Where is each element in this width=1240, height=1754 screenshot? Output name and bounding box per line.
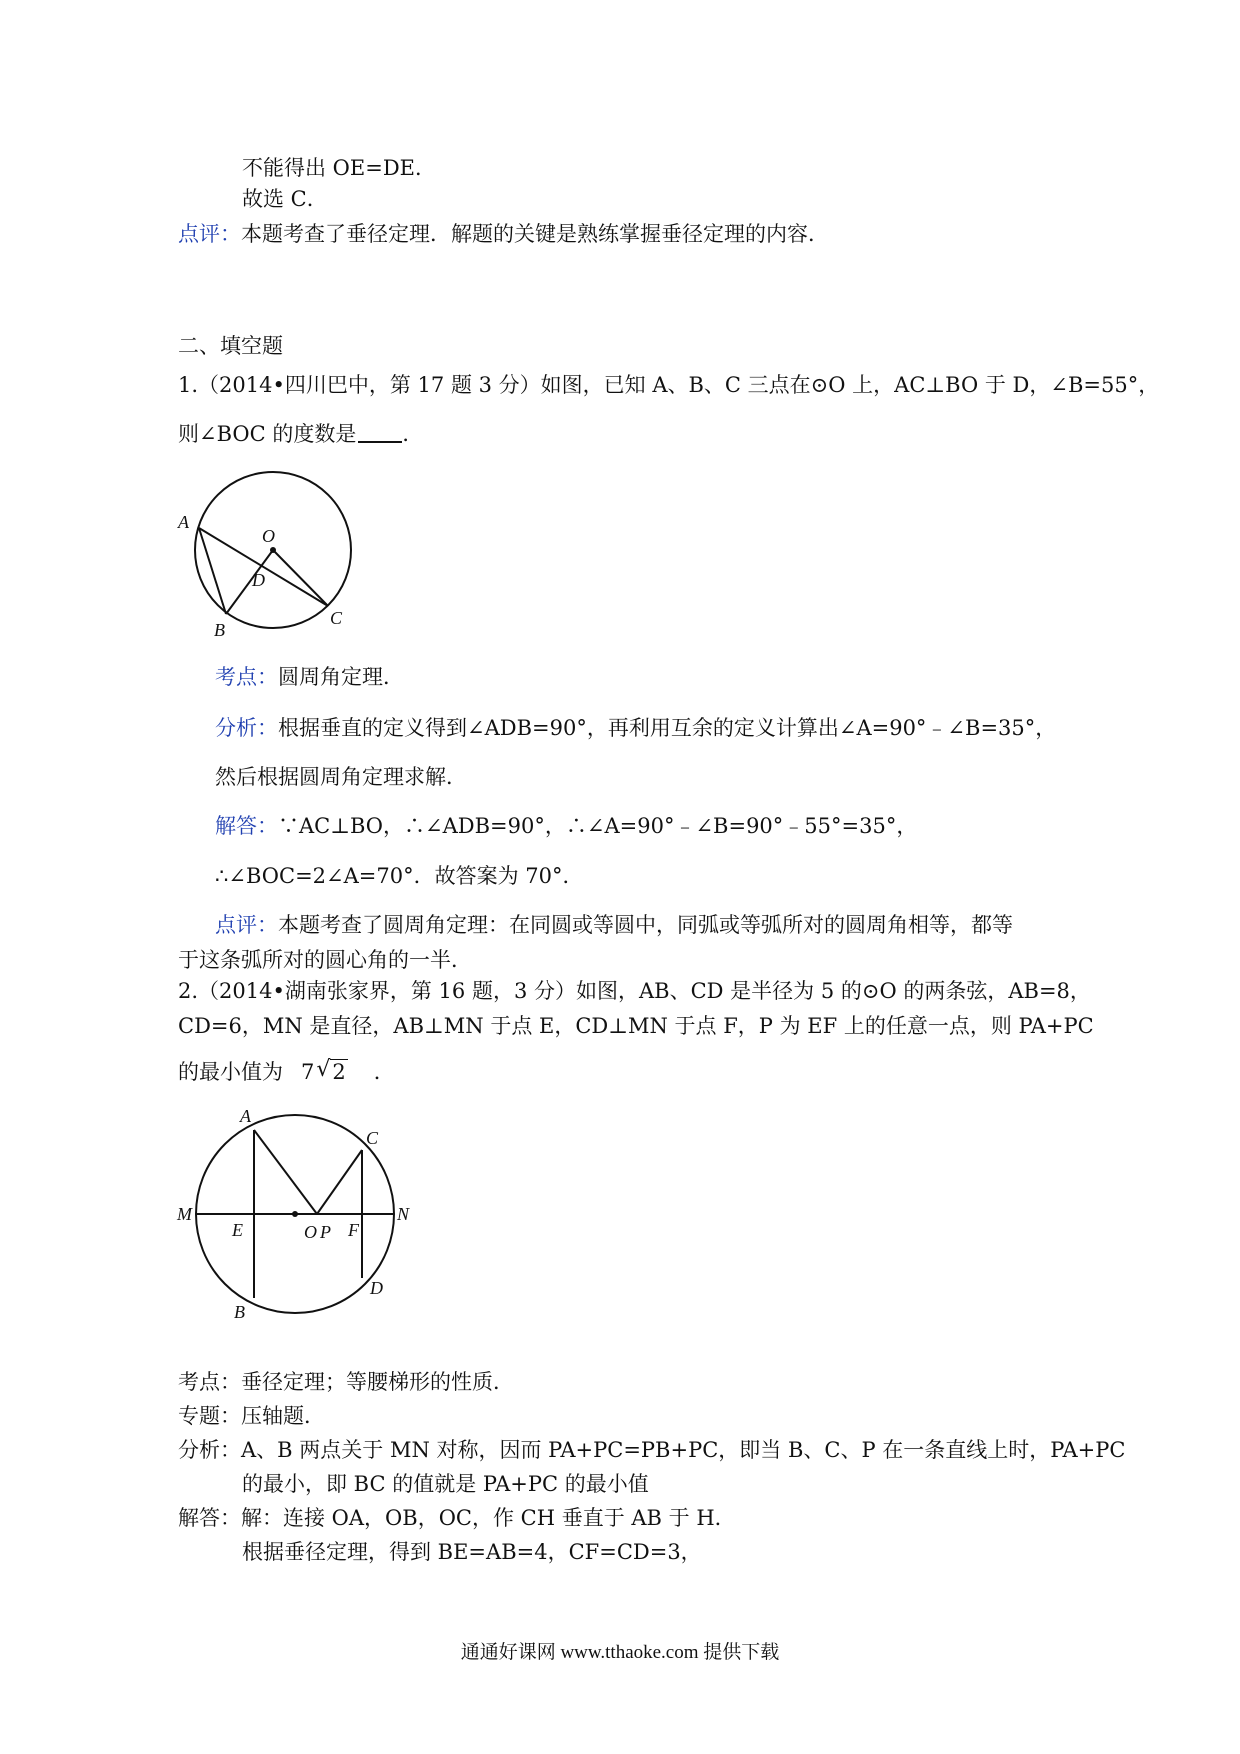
- q1-dianping-text-1: 本题考查了圆周角定理：在同圆或等圆中，同弧或等弧所对的圆周角相等，都等: [278, 913, 1013, 937]
- q1-jieda-text-1: ∵AC⊥BO，∴∠ADB=90°，∴∠A=90°﹣∠B=90°﹣55°=35°，: [278, 814, 918, 838]
- q1-fenxi-text-1: 根据垂直的定义得到∠ADB=90°，再利用互余的定义计算出∠A=90°﹣∠B=35°，: [278, 716, 1057, 740]
- q2-label-c: C: [366, 1128, 379, 1148]
- q2-label-d: D: [370, 1278, 383, 1298]
- comment-text: 本题考查了垂径定理．解题的关键是熟练掌握垂径定理的内容．: [241, 222, 829, 246]
- q1-dianping-label: 点评：: [215, 913, 278, 937]
- q1-center-dot: [270, 547, 276, 553]
- q2-answer: [301, 1058, 348, 1086]
- q2-answer-radicand: 2: [332, 1060, 346, 1084]
- page-footer: 通通好课网 www.tthaoke.com 提供下载: [460, 1642, 780, 1663]
- q1-kaodian-text: 圆周角定理．: [278, 665, 404, 689]
- q2-segment-ap: [254, 1130, 317, 1214]
- q2-jieda-line-1: 解答：解：连接 OA，OB，OC，作 CH 垂直于 AB 于 H．: [178, 1506, 736, 1530]
- top-comment: [178, 220, 829, 248]
- q1-stem-line-2: [178, 420, 423, 448]
- q1-stem-line-1: 1.（2014•四川巴中，第 17 题 3 分）如图，已知 A、B、C 三点在⊙O 上，AC⊥BO 于 D，∠B=55°，: [178, 373, 1160, 397]
- q2-label-o: O: [304, 1222, 317, 1242]
- q2-stem-line-3: [178, 1058, 395, 1086]
- q1-fenxi-line-1: [215, 714, 1056, 742]
- q1-kaodian: [215, 663, 404, 691]
- q2-fenxi-line-2: 的最小，即 BC 的值就是 PA+PC 的最小值: [242, 1472, 649, 1496]
- q2-label-n: N: [397, 1204, 410, 1224]
- q1-jieda-line-2: ∴∠BOC=2∠A=70°．故答案为 70°．: [215, 864, 584, 888]
- q1-label-a: A: [178, 512, 189, 532]
- q2-stem-line-2: CD=6，MN 是直径，AB⊥MN 于点 E，CD⊥MN 于点 F，P 为 EF 上的任意一点，则 PA+PC: [178, 1014, 1094, 1038]
- q1-label-o: O: [262, 526, 275, 546]
- q1-label-b: B: [214, 620, 225, 640]
- q2-label-p: P: [320, 1222, 331, 1242]
- q1-jieda-line-1: [215, 812, 917, 840]
- q2-fenxi-line-1: 分析：A、B 两点关于 MN 对称，因而 PA+PC=PB+PC，即当 B、C、P 在一条直线上时，PA+PC: [178, 1438, 1126, 1462]
- q2-center-dot: [292, 1211, 298, 1217]
- sqrt-icon: √: [316, 1057, 331, 1082]
- q2-stem-pre: 的最小值为: [178, 1060, 283, 1084]
- q2-circle-figure: [172, 1104, 422, 1324]
- q2-answer-coef: 7: [301, 1060, 315, 1084]
- q2-label-f: F: [348, 1220, 359, 1240]
- q1-stem-pre: 则∠BOC 的度数是: [178, 422, 357, 446]
- q1-fenxi-label: 分析：: [215, 716, 278, 740]
- q2-stem-line-1: 2.（2014•湖南张家界，第 16 题，3 分）如图，AB、CD 是半径为 5 的⊙O 的两条弦，AB=8，: [178, 979, 1091, 1003]
- comment-label: 点评：: [178, 222, 241, 246]
- q2-zhuanti: 专题：压轴题．: [178, 1404, 325, 1428]
- q2-stem-post: ．: [373, 1060, 395, 1084]
- top-line-1: 不能得出 OE=DE．: [242, 156, 436, 180]
- section-title: 二、填空题: [178, 334, 283, 358]
- q1-dianping-line-2: 于这条弧所对的圆心角的一半．: [178, 948, 472, 972]
- q1-stem-post: ．: [402, 422, 424, 446]
- q1-circle-figure: [172, 462, 372, 642]
- q1-fenxi-line-2: 然后根据圆周角定理求解．: [215, 765, 467, 789]
- q1-jieda-label: 解答：: [215, 814, 278, 838]
- q2-label-a: A: [240, 1106, 251, 1126]
- q1-kaodian-label: 考点：: [215, 665, 278, 689]
- q2-kaodian: 考点：垂径定理；等腰梯形的性质．: [178, 1370, 514, 1394]
- q1-answer-blank: [358, 421, 402, 443]
- q2-label-m: M: [177, 1204, 192, 1224]
- q2-label-b: B: [234, 1302, 245, 1322]
- q1-label-d: D: [252, 570, 265, 590]
- q1-label-c: C: [330, 608, 343, 628]
- q2-jieda-line-2: 根据垂径定理，得到 BE=AB=4，CF=CD=3，: [242, 1540, 702, 1564]
- q2-answer-sqrt: [314, 1058, 347, 1086]
- q2-label-e: E: [232, 1220, 243, 1240]
- q2-segment-pc: [317, 1150, 362, 1214]
- q1-dianping-line-1: [215, 911, 1013, 939]
- top-line-2: 故选 C．: [242, 187, 328, 211]
